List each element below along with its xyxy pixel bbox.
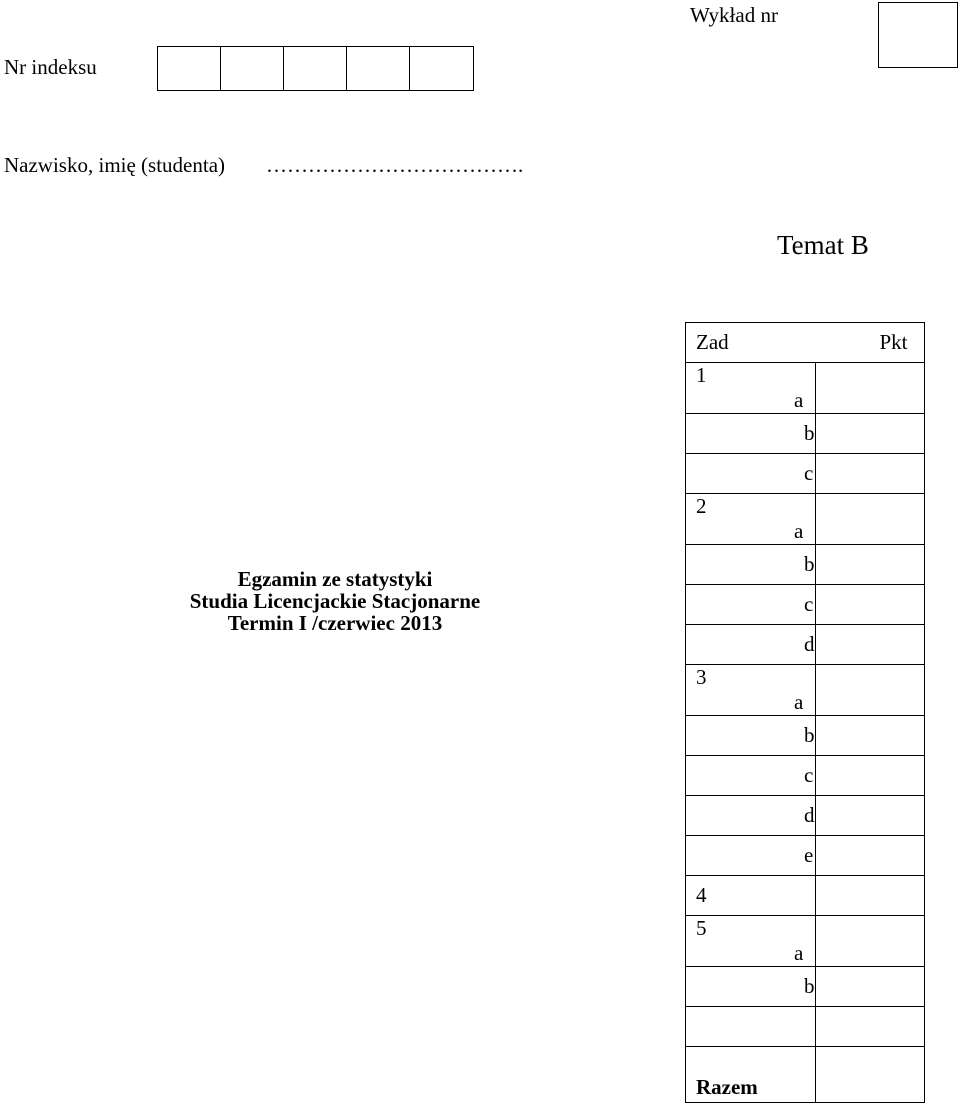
score-row <box>686 967 925 1007</box>
task-cell <box>686 585 816 625</box>
student-index-field <box>157 46 474 91</box>
task-cell <box>686 967 816 1007</box>
task-number <box>686 723 696 747</box>
score-row <box>686 545 925 585</box>
points-input-cell[interactable] <box>815 625 924 665</box>
task-part: c <box>804 592 814 616</box>
task-number: 4 <box>696 883 707 907</box>
task-part: d <box>804 803 815 827</box>
score-row <box>686 916 925 967</box>
task-cell <box>686 876 816 916</box>
task-cell <box>686 796 816 836</box>
task-number <box>686 461 696 485</box>
index-digit-box[interactable] <box>284 47 347 90</box>
score-row <box>686 625 925 665</box>
task-number <box>686 552 696 576</box>
task-part: a <box>794 690 804 714</box>
score-table <box>685 322 925 1103</box>
task-number <box>686 974 696 998</box>
task-number: 3 <box>696 665 707 689</box>
exam-title: Egzamin ze statystyki <box>237 567 433 591</box>
points-input-cell[interactable] <box>815 454 924 494</box>
task-cell <box>686 1007 816 1047</box>
task-cell <box>686 716 816 756</box>
score-row <box>686 585 925 625</box>
task-cell <box>686 363 816 414</box>
task-part: b <box>804 723 815 747</box>
student-name-label: Nazwisko, imię (studenta) <box>4 153 226 177</box>
score-row <box>686 1007 925 1047</box>
task-number: 1 <box>696 363 707 387</box>
points-input-cell[interactable] <box>815 756 924 796</box>
points-input-cell[interactable] <box>815 916 924 967</box>
task-part: b <box>804 552 815 576</box>
task-number <box>686 592 696 616</box>
task-cell <box>686 836 816 876</box>
exam-term: Termin I /czerwiec 2013 <box>227 611 443 635</box>
points-input-cell[interactable] <box>815 716 924 756</box>
exam-program: Studia Licencjackie Stacjonarne <box>189 589 481 613</box>
header-task: Zad <box>686 323 816 363</box>
student-index-label: Nr indeksu <box>4 55 97 79</box>
task-cell <box>686 756 816 796</box>
task-part: b <box>804 974 815 998</box>
score-row <box>686 836 925 876</box>
task-part: a <box>794 519 804 543</box>
task-cell <box>686 625 816 665</box>
total-row <box>686 1047 925 1103</box>
score-row <box>686 454 925 494</box>
index-digit-box[interactable] <box>347 47 410 90</box>
task-part: a <box>794 388 804 412</box>
lecture-number-field[interactable] <box>878 2 958 68</box>
task-number <box>686 632 696 656</box>
index-digit-box[interactable] <box>158 47 221 90</box>
exam-variant-title: Temat B <box>777 230 869 260</box>
task-number <box>686 421 696 445</box>
task-cell <box>686 545 816 585</box>
score-row <box>686 756 925 796</box>
points-input-cell[interactable] <box>815 876 924 916</box>
score-row <box>686 414 925 454</box>
score-row <box>686 716 925 756</box>
index-digit-box[interactable] <box>221 47 284 90</box>
points-input-cell[interactable] <box>815 363 924 414</box>
lecture-number-label: Wykład nr <box>690 3 778 27</box>
task-cell <box>686 665 816 716</box>
points-input-cell[interactable] <box>815 494 924 545</box>
task-number <box>686 843 696 867</box>
task-cell <box>686 916 816 967</box>
score-row <box>686 363 925 414</box>
task-number: 2 <box>696 494 707 518</box>
task-number <box>686 803 696 827</box>
exam-info <box>160 568 510 634</box>
points-input-cell[interactable] <box>815 545 924 585</box>
task-cell <box>686 414 816 454</box>
header-points: Pkt <box>815 323 924 363</box>
points-input-cell[interactable] <box>815 1007 924 1047</box>
total-label: Razem <box>686 1047 816 1103</box>
score-table-header <box>686 323 925 363</box>
score-row <box>686 876 925 916</box>
task-cell <box>686 454 816 494</box>
score-row <box>686 494 925 545</box>
student-name-field[interactable]: ………………………………. <box>266 153 524 177</box>
task-part: c <box>804 461 814 485</box>
score-row <box>686 796 925 836</box>
points-input-cell[interactable] <box>815 836 924 876</box>
index-digit-box[interactable] <box>410 47 473 90</box>
task-number: 5 <box>696 916 707 940</box>
points-input-cell[interactable] <box>815 585 924 625</box>
points-input-cell[interactable] <box>815 796 924 836</box>
points-input-cell[interactable] <box>815 665 924 716</box>
task-part: a <box>794 941 804 965</box>
task-number <box>686 1014 696 1038</box>
total-points-cell[interactable] <box>815 1047 924 1103</box>
task-cell <box>686 494 816 545</box>
score-row <box>686 665 925 716</box>
task-part: d <box>804 632 815 656</box>
task-number <box>686 763 696 787</box>
points-input-cell[interactable] <box>815 967 924 1007</box>
task-part: c <box>804 763 814 787</box>
task-part: e <box>804 843 814 867</box>
points-input-cell[interactable] <box>815 414 924 454</box>
task-part: b <box>804 421 815 445</box>
